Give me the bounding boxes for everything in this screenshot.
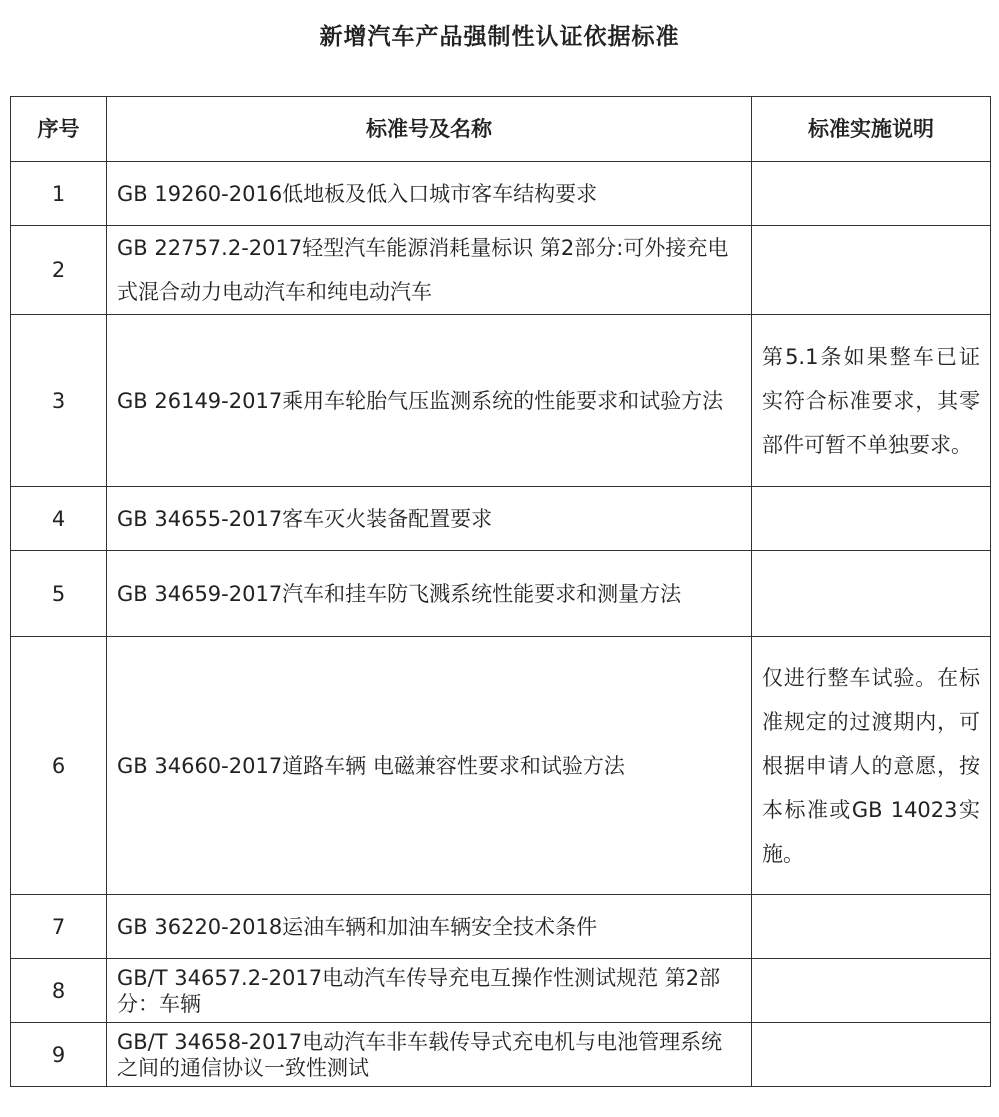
- row-standard-name: GB 34660-2017道路车辆 电磁兼容性要求和试验方法: [107, 637, 752, 895]
- table-row: [11, 487, 991, 551]
- table-row: [11, 551, 991, 637]
- row-standard-name: GB 36220-2018运油车辆和加油车辆安全技术条件: [107, 895, 752, 959]
- row-serial-number: 9: [11, 1023, 107, 1087]
- standards-table: [10, 96, 991, 1087]
- note-text: 第5.1条如果整车已证实符合标准要求，其零部件可暂不单独要求。: [762, 344, 980, 457]
- row-serial-number: 7: [11, 895, 107, 959]
- row-standard-name: GB 34655-2017客车灭火装备配置要求: [107, 487, 752, 551]
- row-implementation-note: [752, 895, 991, 959]
- row-standard-name: GB/T 34657.2-2017电动汽车传导充电互操作性测试规范 第2部分：车辆: [107, 959, 752, 1023]
- table-row: [11, 959, 991, 1023]
- row-serial-number: 5: [11, 551, 107, 637]
- table-row: [11, 162, 991, 226]
- header-standard-name: 标准号及名称: [107, 97, 752, 162]
- table-header-row: [11, 97, 991, 162]
- row-serial-number: 6: [11, 637, 107, 895]
- header-serial-number: 序号: [11, 97, 107, 162]
- row-serial-number: 3: [11, 315, 107, 487]
- row-standard-name: GB 22757.2-2017轻型汽车能源消耗量标识 第2部分:可外接充电式混合动力电动汽车和纯电动汽车: [107, 226, 752, 315]
- table-row: [11, 226, 991, 315]
- row-standard-name: GB/T 34658-2017电动汽车非车载传导式充电机与电池管理系统之间的通信协议一致性测试: [107, 1023, 752, 1087]
- note-text: 仅进行整车试验。在标准规定的过渡期内，可根据申请人的意愿，按本标准或GB 14023实施。: [762, 665, 980, 866]
- row-serial-number: 8: [11, 959, 107, 1023]
- table-row: [11, 895, 991, 959]
- page-title: 新增汽车产品强制性认证依据标准: [319, 24, 680, 50]
- row-implementation-note: [752, 959, 991, 1023]
- row-serial-number: 4: [11, 487, 107, 551]
- row-standard-name: GB 19260-2016低地板及低入口城市客车结构要求: [107, 162, 752, 226]
- row-standard-name: GB 34659-2017汽车和挂车防飞溅系统性能要求和测量方法: [107, 551, 752, 637]
- row-standard-name: GB 26149-2017乘用车轮胎气压监测系统的性能要求和试验方法: [107, 315, 752, 487]
- row-implementation-note: [752, 487, 991, 551]
- table-row: [11, 637, 991, 895]
- row-serial-number: 1: [11, 162, 107, 226]
- row-implementation-note: [752, 637, 991, 895]
- row-serial-number: 2: [11, 226, 107, 315]
- header-implementation-note: 标准实施说明: [752, 97, 991, 162]
- row-implementation-note: [752, 226, 991, 315]
- row-implementation-note: [752, 551, 991, 637]
- table-row: [11, 1023, 991, 1087]
- row-implementation-note: [752, 162, 991, 226]
- row-implementation-note: [752, 1023, 991, 1087]
- row-implementation-note: [752, 315, 991, 487]
- table-row: [11, 315, 991, 487]
